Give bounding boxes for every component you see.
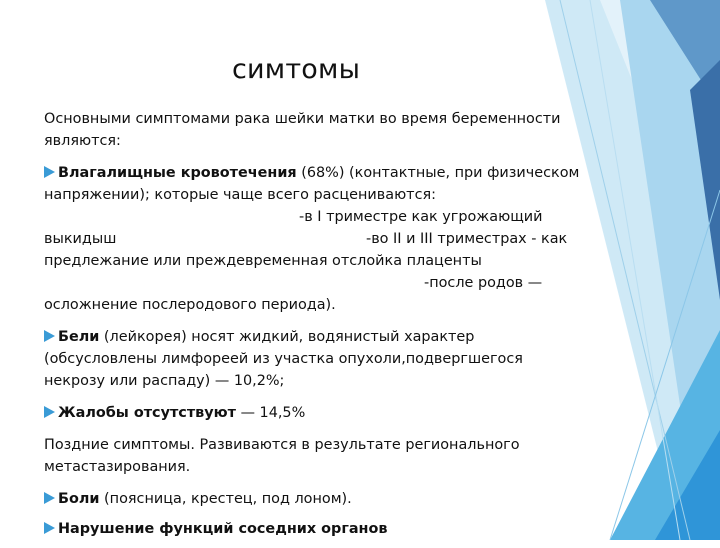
intro-paragraph: Основными симптомами рака шейки матки во время беременности являются:	[44, 111, 561, 149]
sub-after-birth-tail: осложнение послеродового периода).	[44, 297, 336, 313]
symptom-term: Боли	[58, 491, 100, 507]
bullet-arrow-icon	[44, 492, 55, 504]
bullet-arrow-icon	[44, 330, 55, 342]
symptom-item-bleeding	[44, 162, 584, 316]
symptom-item-leukorrhea	[44, 326, 584, 392]
bullet-arrow-icon	[44, 166, 55, 178]
late-item-organ-dysfunction	[44, 518, 584, 540]
symptom-term: Нарушение функций соседних органов	[58, 521, 388, 537]
bullet-arrow-icon	[44, 406, 55, 418]
symptom-term: Бели	[58, 329, 100, 345]
symptom-desc: (68%) (контактные, при физическом напряжении); которые чаще всего расцениваются:	[44, 165, 580, 203]
late-symptoms-paragraph: Поздние симптомы. Развиваются в результате регионального метастазирования.	[44, 437, 520, 475]
sub-first-trimester-tail: выкидыш	[44, 231, 117, 247]
symptom-term: Жалобы отсутствуют	[58, 405, 236, 421]
symptom-term: Влагалищные кровотечения	[58, 165, 297, 181]
bullet-arrow-icon	[44, 522, 55, 534]
sub-first-trimester: -в I триместре как угрожающий	[299, 209, 543, 225]
symptom-desc: (поясница, крестец, под лоном).	[99, 491, 352, 507]
sub-after-birth: -после родов —	[424, 275, 543, 291]
symptom-desc: — 14,5%	[236, 405, 306, 421]
slide-title: симтомы	[232, 54, 361, 85]
late-item-pain	[44, 488, 584, 510]
symptom-item-no-complaints	[44, 402, 584, 424]
slide-content	[44, 108, 584, 548]
sub-second-third-trimester: -во II и III триместрах - как предлежание или преждевременная отслойка плаценты	[44, 231, 568, 269]
symptom-desc: (лейкорея) носят жидкий, водянистый характер (обсусловлены лимфореей из участка опухоли,подвергшегося некрозу или распаду) — 10,2%;	[44, 329, 523, 389]
